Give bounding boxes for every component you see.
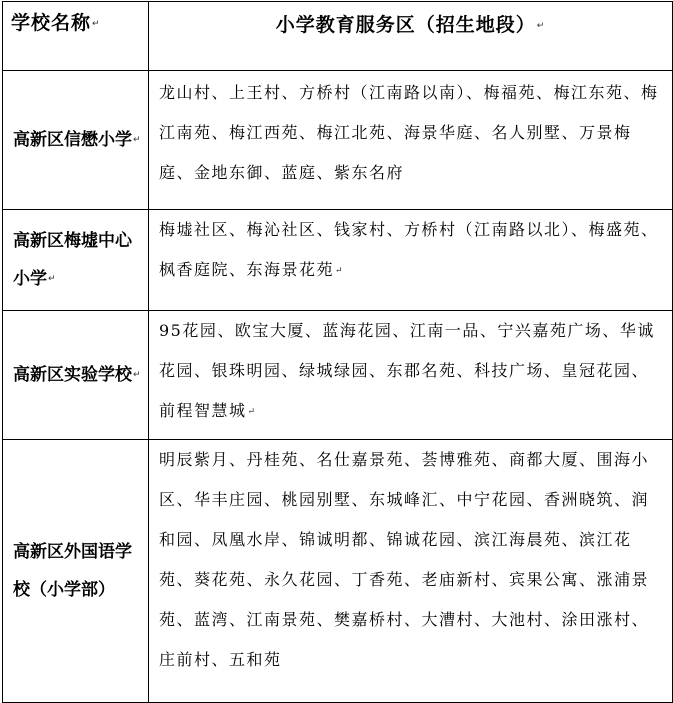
service-area-cell: 梅墟社区、梅沁社区、钱家村、方桥村（江南路以北）、梅盛苑、枫香庭院、东海景花苑↵ — [149, 210, 673, 311]
school-zone-table — [2, 1, 673, 703]
school-name-cell: 高新区外国语学校（小学部） — [3, 440, 149, 703]
table-row — [3, 71, 673, 210]
service-area-cell: 明辰紫月、丹桂苑、名仕嘉景苑、荟博雅苑、商都大厦、围海小区、华丰庄园、桃园别墅、东城峰汇、中宁花园、香洲晓筑、润和园、凤凰水岸、锦诚明都、锦诚花园、滨江海晨苑、滨江花苑、葵花苑、永久花园、丁香苑、老庙新村、宾果公寓、涨浦景苑、蓝湾、江南景苑、樊嘉桥村、大漕村、大池村、涂田涨村、庄前村、五和苑 — [149, 440, 673, 703]
table-row — [3, 440, 673, 703]
service-area-cell: 95花园、欧宝大厦、蓝海花园、江南一品、宁兴嘉苑广场、华诚花园、银珠明园、绿城绿园、东郡名苑、科技广场、皇冠花园、前程智慧城↵ — [149, 311, 673, 440]
paragraph-mark: ↵ — [133, 370, 141, 380]
paragraph-mark: ↵ — [92, 18, 101, 29]
paragraph-mark: ↵ — [335, 265, 345, 276]
header-service-area: 小学教育服务区（招生地段）↵ — [149, 2, 673, 71]
paragraph-mark: ↵ — [133, 135, 141, 145]
table-header-row — [3, 2, 673, 71]
paragraph-mark: ↵ — [48, 274, 56, 284]
header-school-name: 学校名称↵ — [3, 2, 149, 71]
table-row — [3, 210, 673, 311]
service-area-cell: 龙山村、上王村、方桥村（江南路以南）、梅福苑、梅江东苑、梅江南苑、梅江西苑、梅江北苑、海景华庭、名人别墅、万景梅庭、金地东御、蓝庭、紫东名府 — [149, 71, 673, 210]
paragraph-mark: ↵ — [536, 20, 546, 31]
school-name-cell: 高新区实验学校↵ — [3, 311, 149, 440]
school-name-cell: 高新区梅墟中心小学↵ — [3, 210, 149, 311]
school-name-cell: 高新区信懋小学↵ — [3, 71, 149, 210]
table-row — [3, 311, 673, 440]
paragraph-mark: ↵ — [247, 406, 257, 417]
